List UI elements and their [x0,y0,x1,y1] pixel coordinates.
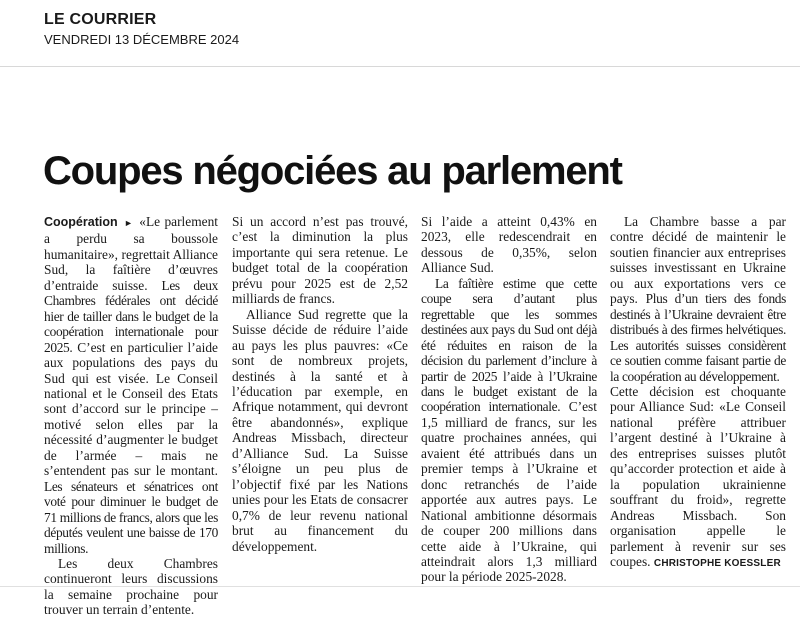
article-sentence: Alliance Sud regrette que la Suisse décide de réduire l’aide au pays les plus pauvres: [232,306,408,353]
article-sentence: Les autorités suisses considèrent ce soutien comme faisant partie de la coopération au développement. [610,337,786,384]
article-sentence: C’est 1,5 milliard de francs, sur les quatre prochaines années, qui avaient été attribués dans un premier temps à l’Ukraine et donc retranchés de l’aide apportée aux autres pays. [421,399,597,508]
publication-date: VENDREDI 13 DÉCEMBRE 2024 [44,32,240,47]
article-sentence: C’est en particulier l’aide aux populations des pays du Sud qui est visée. [44,339,218,386]
masthead-divider [0,66,800,67]
masthead [44,10,239,49]
article-sentence: Son organisation appelle le parlement à revenir sur ses coupes. [610,507,786,569]
newspaper-name: LE COURRIER [44,11,157,28]
article-sentence: «Le Conseil national préfère attribuer l’argent destiné à l’Ukraine à des entreprises suisses plutôt qu’accorder protection et aide à la population ukrainienne souffrant du froid», regrette Andreas Missbach. [610,399,786,523]
article-column-3 [421,214,597,585]
article-sentence: «Le parlement a perdu sa boussole humanitaire», regrettait Alliance Sud, la faîtière d’œuvres d’entraide suisse. [44,214,218,293]
article-sentence: Plus d’un tiers des fonds destinés à l’Ukraine devraient être distribués à des firmes helvétiques. [610,291,786,338]
article-column-2 [232,214,408,554]
kicker-arrow-icon: ► [123,218,133,228]
article-sentence: Si un accord n’est pas trouvé, c’est la diminution la plus importante qui sera retenue. [232,214,408,260]
article-column-4 [610,214,786,571]
article-sentence: «Ce sont de nombreux projets, destinés à la santé et à l’éducation par exemple, en Afrique notamment, qui devront être abandonnés», explique Andreas Missbach, directeur d’Alliance Sud. [232,337,408,461]
article-sentence: Le Conseil national et le Conseil des Etats sont d’accord sur le principe – motivé selon elles par la nécessité d’augmenter le budget de l’armée – mais ne s’entendent pas sur le montant. [44,370,218,479]
article-sentence: La faîtière estime que cette coupe sera d’autant plus regrettable que les sommes destinées aux pays du Sud ont déjà été réduites en raison de la décision du parlement d’inclure à partir de 2025 l’aide à l’Ukraine dans le budget existant de la coopération internationale. [421,275,597,415]
article-kicker: Coopération [44,215,118,229]
article-sentence: La Suisse s’éloigne un peu plus de l’objectif fixé par les Nations unies pour les Etats de consacrer 0,7% de leur revenu national brut au financement du développement. [232,445,408,554]
article-sentence: Les deux Chambres continueront leurs discussions la semaine prochaine pour trouver un terrain d’entente. [44,555,218,618]
article-sentence: Les sénateurs et sénatrices ont voté pour diminuer le budget de 71 millions de francs, alors que les députés veulent une baisse de 170 millions. [44,478,218,556]
article-paragraph [610,214,786,384]
article-paragraph [232,307,408,554]
article-sentence: Si l’aide a atteint 0,43% en 2023, elle redescendrait en dessous de 0,35%, selon Alliance Sud. [421,214,597,276]
article-paragraph [232,214,408,307]
article-paragraph [421,214,597,276]
article-author: CHRISTOPHE KOESSLER [653,557,781,569]
article-paragraph [610,384,786,571]
article-paragraph [44,214,218,556]
article-sentence: La Chambre basse a par contre décidé de maintenir le soutien financier aux entreprises suisses investissant en Ukraine ou aux exportations vers ce pays. [610,214,786,307]
article-column-1 [44,214,218,618]
article-sentence: Le National ambitionne désormais de couper 200 millions dans cette aide à l’Ukraine, qui atteindrait alors 1,3 milliard pour la période 2025-2028. [421,492,597,585]
article-sentence: Cette décision est choquante pour Alliance Sud: [610,383,786,415]
article-sentence: Le budget total de la coopération prévu pour 2025 est de 2,52 milliards de francs. [232,244,408,307]
article-paragraph [421,276,597,585]
article-body [0,214,800,618]
page-bottom-divider [0,586,800,587]
article-headline: Coupes négociées au parlement [43,149,622,193]
article-sentence: Les deux Chambres fédérales ont décidé hier de tailler dans le budget de la coopération internationale pour 2025. [44,277,218,355]
